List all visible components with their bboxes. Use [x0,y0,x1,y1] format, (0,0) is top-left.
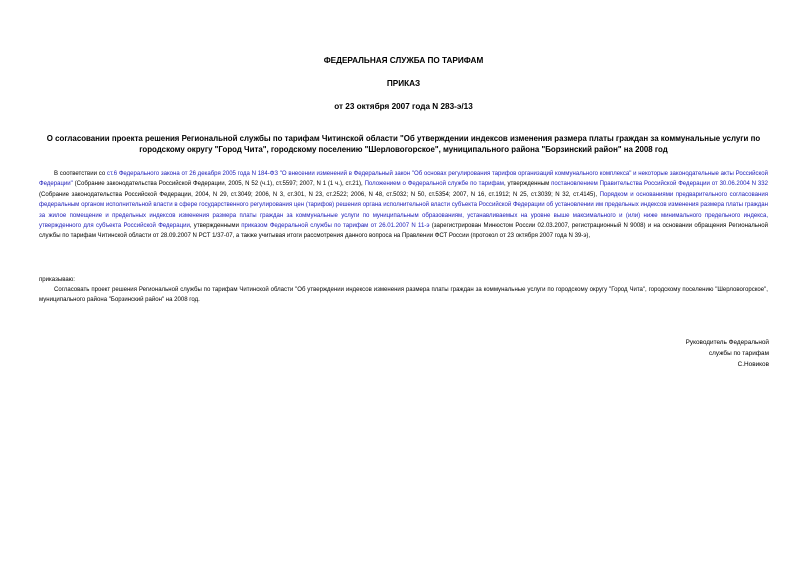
signature-organization: службы по тарифам [708,350,769,358]
preamble-text-0: В соответствии со [54,171,107,177]
preamble-text-1: (Собрание законодательства Российской Федерации, 2005, N 52 (ч.1), ст.5597; 2007, N 1 (1 ч.), ст.21), [72,181,365,188]
signature-block [686,337,769,371]
link-government-resolution-332[interactable]: постановлением Правительства Российской Федерации от 30.06.2004 N 332 [551,181,768,188]
decree-label: приказываю: [39,277,75,283]
preamble-text-3: (Собрание законодательства Российской Федерации, 2004, N 29, ст.3049; 2006, N 3, ст.301, N 23, ст.2522; 2006, N 48, ст.5032; N 50, ст.5354; 2007, N 16, ст.1912; N 25, ст.3039; N 32, ст.4145), [39,191,600,198]
order-date-number: от 23 октября 2007 года N 283-э/13 [334,102,473,111]
link-approval-procedure[interactable]: Порядком и основаниями предварительного согласования федеральным органом исполнительной власти в сфере государственного регулирования цен (тарифов) решения органа исполнительной власти субъекта Российской Федерации об установлении им предельных индексов изменения размера платы граждан за жилое помещение и предельных индексов изменения размера платы граждан за коммунальные услуги по муниципальным образованиям, устанавливаемых на уровне выше максимального и (или) ниже минимального предельного индекса, утвержденного для субъекта Российской Федерации [39,191,768,230]
signature-name: С.Новиков [737,361,769,369]
link-fst-regulation[interactable]: Положением о Федеральной службе по тарифам [364,181,504,188]
decision-paragraph: Согласовать проект решения Региональной службы по тарифам Читинской области "Об утверждении индексов изменения размера платы граждан за коммунальные услуги по городскому округу "Город Чита", городскому поселению "Шерловогорское", муниципального района "Борзинский район" на 2008 год. [39,287,768,304]
link-fst-order-11e[interactable]: приказом Федеральной службы по тарифам от 26.01.2007 N 11-э [241,223,430,230]
document-type: ПРИКАЗ [386,79,421,88]
agency-title: ФЕДЕРАЛЬНАЯ СЛУЖБА ПО ТАРИФАМ [323,56,484,65]
link-federal-law-184[interactable]: ст.6 Федерального закона от 26 декабря 2005 года N 184-ФЗ "О внесении изменений в Федеральный закон "Об основах регулирования тарифов организаций коммунального комплекса" и некоторые законодательные акты Российской Федерации" [39,171,768,188]
preamble-paragraph [39,169,768,242]
preamble-text-4: , утвержденными [189,223,242,230]
signature-position: Руководитель Федеральной [685,339,769,346]
preamble-text-2: , утвержденным [503,181,552,188]
preamble-text-5: (зарегистрирован Минюстом России 02.03.2007, регистрационный N 9008) и на основании обращения Региональной службы по тарифам Читинской области от 28.09.2007 N РСТ 1/37-07, а также учитывая итоги рассмотрения данного вопроса на Правлении ФСТ России (протокол от 23 октября 2007 года N 39-э), [39,223,769,240]
order-subject: О согласовании проекта решения Региональной службы по тарифам Читинской области "Об утверждении индексов изменения размера платы граждан за коммунальные услуги по городскому округу "Город Чита", городскому поселению "Шерловогорское", муниципального района "Борзинский район" на 2008 год [46,134,761,154]
